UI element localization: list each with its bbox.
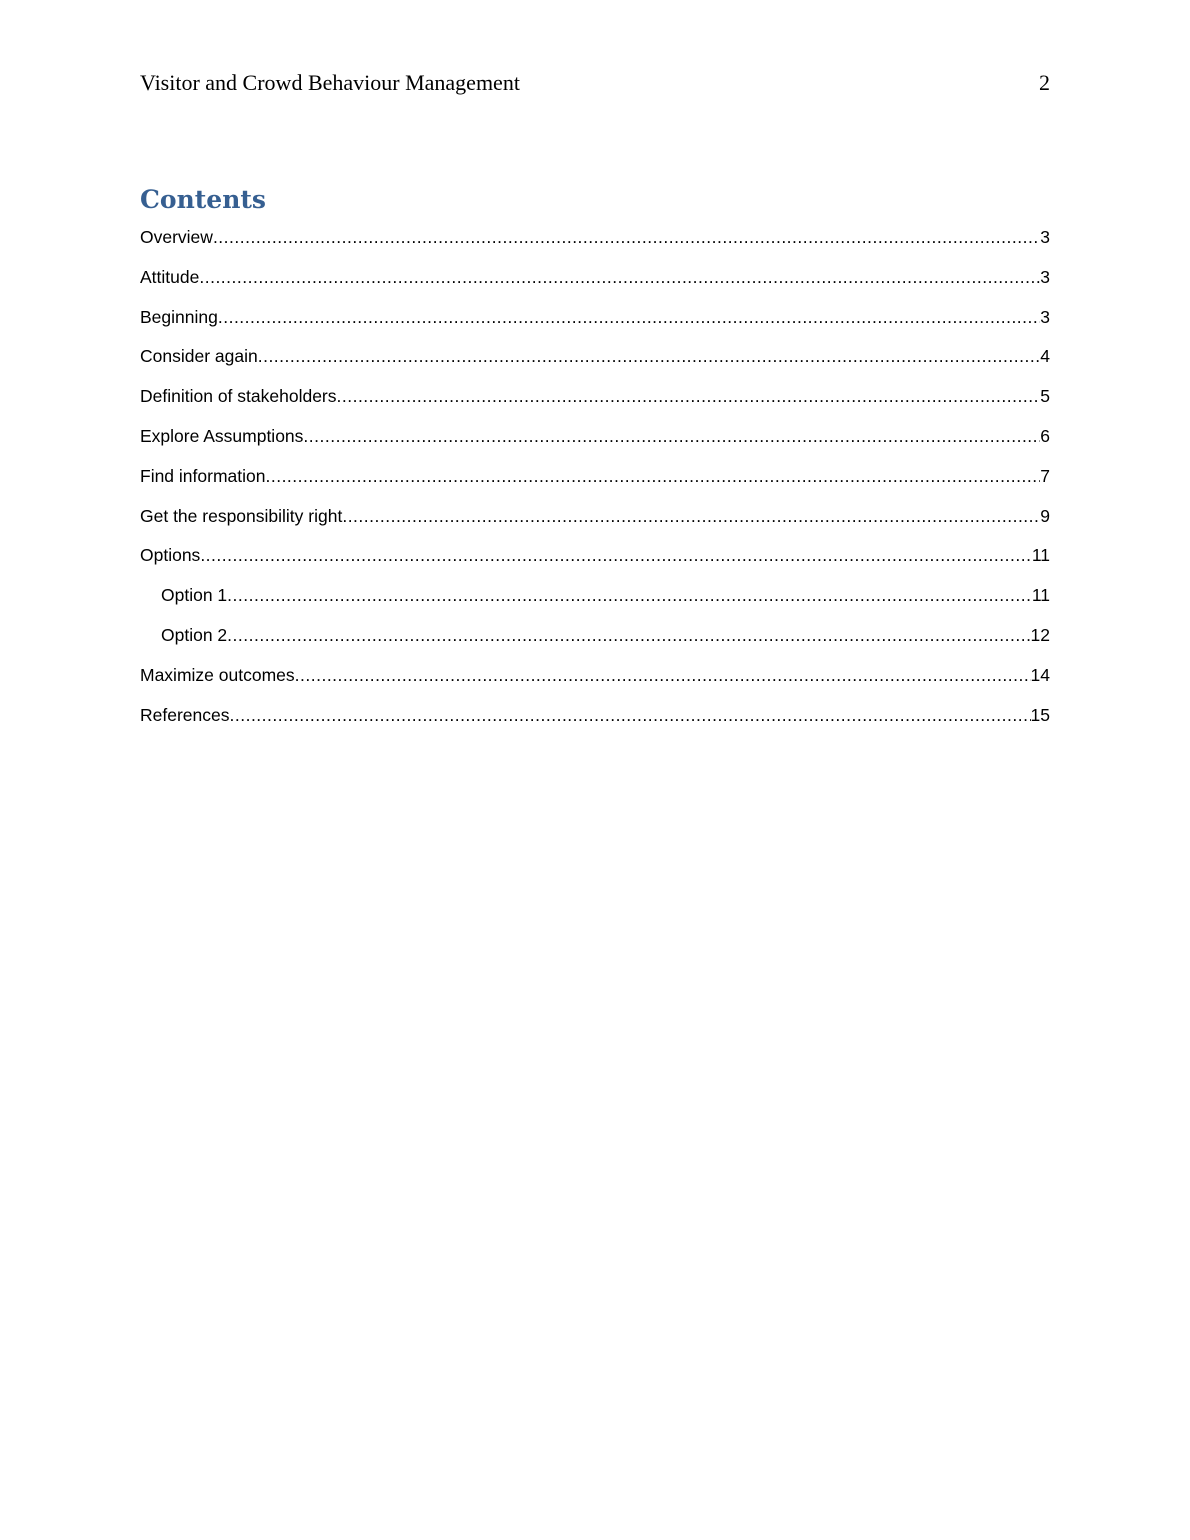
toc-dot-leader xyxy=(230,702,1031,728)
toc-dot-leader xyxy=(227,622,1030,648)
toc-entry-page: 3 xyxy=(1040,227,1050,247)
toc-entry-get-the-responsibility-right[interactable] xyxy=(140,503,1050,543)
toc-entry-beginning[interactable] xyxy=(140,304,1050,344)
toc-dot-leader xyxy=(265,463,1040,489)
toc-entry-overview[interactable] xyxy=(140,224,1050,264)
toc-entry-page: 7 xyxy=(1040,465,1050,486)
toc-heading: Contents xyxy=(140,185,267,214)
page-header xyxy=(140,70,1050,100)
toc-entry-label: Attitude xyxy=(140,266,200,287)
toc-entry-page: 9 xyxy=(1040,505,1050,526)
toc-dot-leader xyxy=(199,264,1040,290)
toc-entry-definition-of-stakeholders[interactable] xyxy=(140,383,1050,423)
toc-entry-page: 14 xyxy=(1030,664,1050,685)
toc-entry-option-1[interactable] xyxy=(140,582,1050,622)
toc-entry-page: 3 xyxy=(1040,266,1050,287)
toc-dot-leader xyxy=(342,503,1040,529)
toc-entry-label: Consider again xyxy=(140,346,258,367)
toc-entry-page: 11 xyxy=(1031,585,1050,606)
toc-entry-references[interactable] xyxy=(140,702,1050,742)
toc-entry-label: Options xyxy=(140,545,201,566)
toc-dot-leader xyxy=(213,224,1040,250)
toc-entry-find-information[interactable] xyxy=(140,463,1050,503)
toc-dot-leader xyxy=(218,304,1040,330)
toc-entry-maximize-outcomes[interactable] xyxy=(140,662,1050,702)
toc-entry-page: 11 xyxy=(1031,545,1050,566)
toc-entry-label: Option 1 xyxy=(161,585,228,606)
toc-entry-page: 15 xyxy=(1030,704,1050,725)
toc-dot-leader xyxy=(303,423,1040,449)
toc-entry-label: Option 2 xyxy=(161,624,228,645)
toc-dot-leader xyxy=(295,662,1031,688)
running-head-title: Visitor and Crowd Behaviour Management xyxy=(140,70,520,95)
toc-entry-label: Explore Assumptions xyxy=(140,425,304,446)
table-of-contents xyxy=(140,224,1050,741)
toc-entry-label: References xyxy=(140,704,230,725)
toc-entry-page: 6 xyxy=(1040,425,1050,446)
toc-entry-page: 12 xyxy=(1030,624,1050,645)
toc-entry-page: 3 xyxy=(1040,306,1050,327)
toc-entry-label: Definition of stakeholders xyxy=(140,386,337,407)
toc-entry-label: Get the responsibility right xyxy=(140,505,343,526)
toc-entry-label: Maximize outcomes xyxy=(140,664,295,685)
toc-entry-label: Beginning xyxy=(140,306,218,327)
toc-entry-label: Find information xyxy=(140,465,266,486)
toc-entry-label: Overview xyxy=(140,227,213,247)
toc-dot-leader xyxy=(200,542,1032,568)
toc-entry-option-2[interactable] xyxy=(140,622,1050,662)
toc-dot-leader xyxy=(337,383,1041,409)
toc-entry-page: 5 xyxy=(1040,386,1050,407)
toc-entry-options[interactable] xyxy=(140,542,1050,582)
page-number: 2 xyxy=(1039,70,1050,95)
toc-entry-page: 4 xyxy=(1040,346,1050,367)
toc-dot-leader xyxy=(258,343,1041,369)
toc-entry-explore-assumptions[interactable] xyxy=(140,423,1050,463)
toc-entry-attitude[interactable] xyxy=(140,264,1050,304)
toc-entry-consider-again[interactable] xyxy=(140,343,1050,383)
toc-dot-leader xyxy=(227,582,1032,608)
